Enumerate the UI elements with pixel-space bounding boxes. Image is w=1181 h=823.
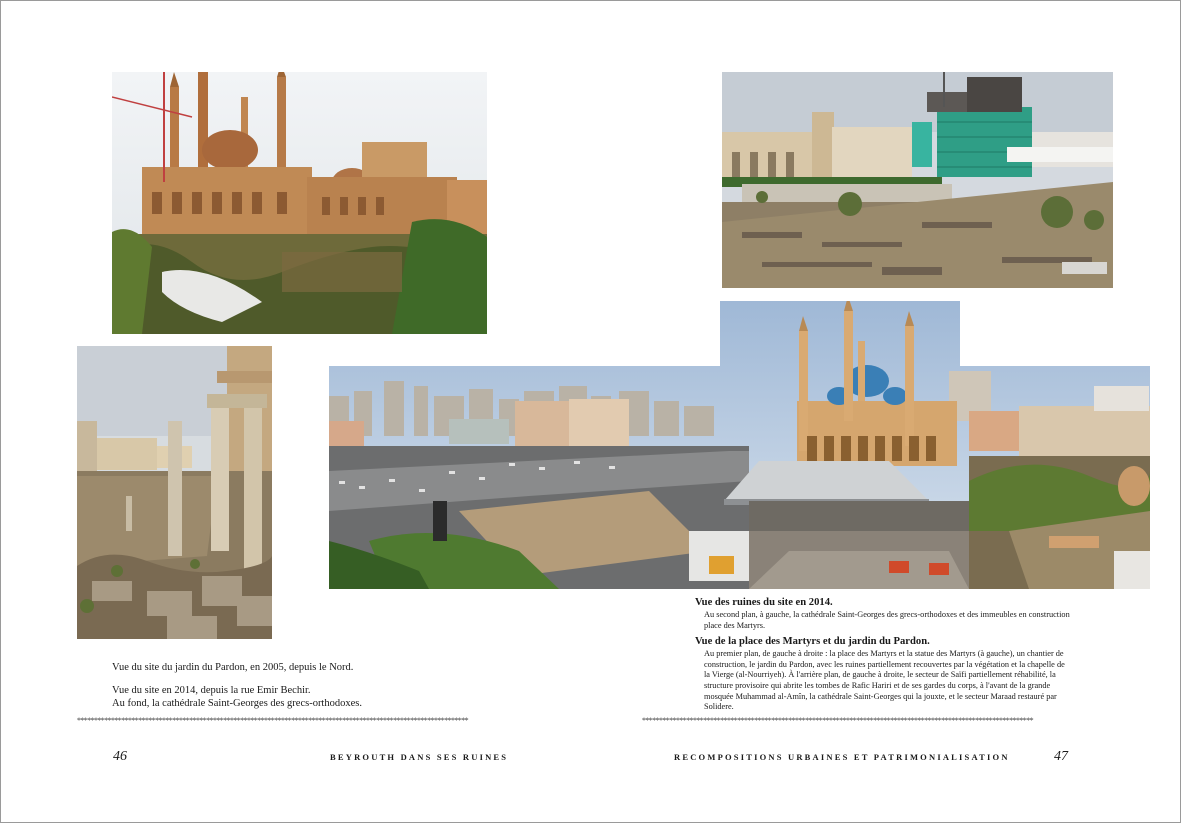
photo-martyrs-panorama — [329, 301, 1150, 589]
left-caption — [112, 661, 532, 710]
caption-ruins-text: Au second plan, à gauche, la cathédrale Saint-Georges des grecs-orthodoxes et des immeubles en construction place des Martyrs. — [704, 610, 1070, 630]
right-page-number: 47 — [1054, 749, 1068, 764]
column-ruins-image — [77, 346, 272, 639]
photo-ruins-2014 — [722, 72, 1113, 288]
left-running-head: BEYROUTH DANS SES RUINES — [330, 752, 509, 762]
left-separator: ******************************************************************************************************************* — [77, 717, 469, 725]
martyrs-panorama-image — [329, 301, 1150, 589]
caption-jardin-2005: Vue du site du jardin du Pardon, en 2005, depuis le Nord. — [112, 662, 354, 673]
photo-mosque-2005 — [112, 72, 487, 334]
right-separator: ******************************************************************************************************************* — [642, 717, 1034, 725]
mosque-2005-image — [112, 72, 487, 334]
right-running-head: RECOMPOSITIONS URBAINES ET PATRIMONIALISATION — [674, 752, 1010, 762]
right-caption — [695, 597, 1071, 718]
ruins-2014-image — [722, 72, 1113, 288]
caption-martyrs-text: Au premier plan, de gauche à droite : la place des Martyrs et la statue des Martyrs (à gauche), un chantier de construction, le jardin du Pardon, avec les ruines partiellement recouvertes par la végétation et la chapelle de la Vierge (al-Nourriyeh). À l'arrière plan, de gauche à droite, le secteur de Saïfi partiellement réhabilité, la structure provisoire qui abrite les tombes de Rafic Hariri et de ses gardes du corps, à l'avant de la grande mosquée Muhammad al-Amîn, la cathédrale Saint-Georges qui la jouxte, et le secteur Maraad restauré par Solidere. — [704, 649, 1065, 712]
caption-cathedral: Au fond, la cathédrale Saint-Georges des grecs-orthodoxes. — [112, 698, 362, 709]
left-page-number: 46 — [113, 749, 127, 764]
caption-site-2014: Vue du site en 2014, depuis la rue Emir Bechir. — [112, 685, 311, 696]
caption-martyrs-title: Vue de la place des Martyrs et du jardin du Pardon. — [695, 636, 930, 648]
caption-ruins-title: Vue des ruines du site en 2014. — [695, 597, 833, 608]
photo-column-ruins — [77, 346, 272, 639]
